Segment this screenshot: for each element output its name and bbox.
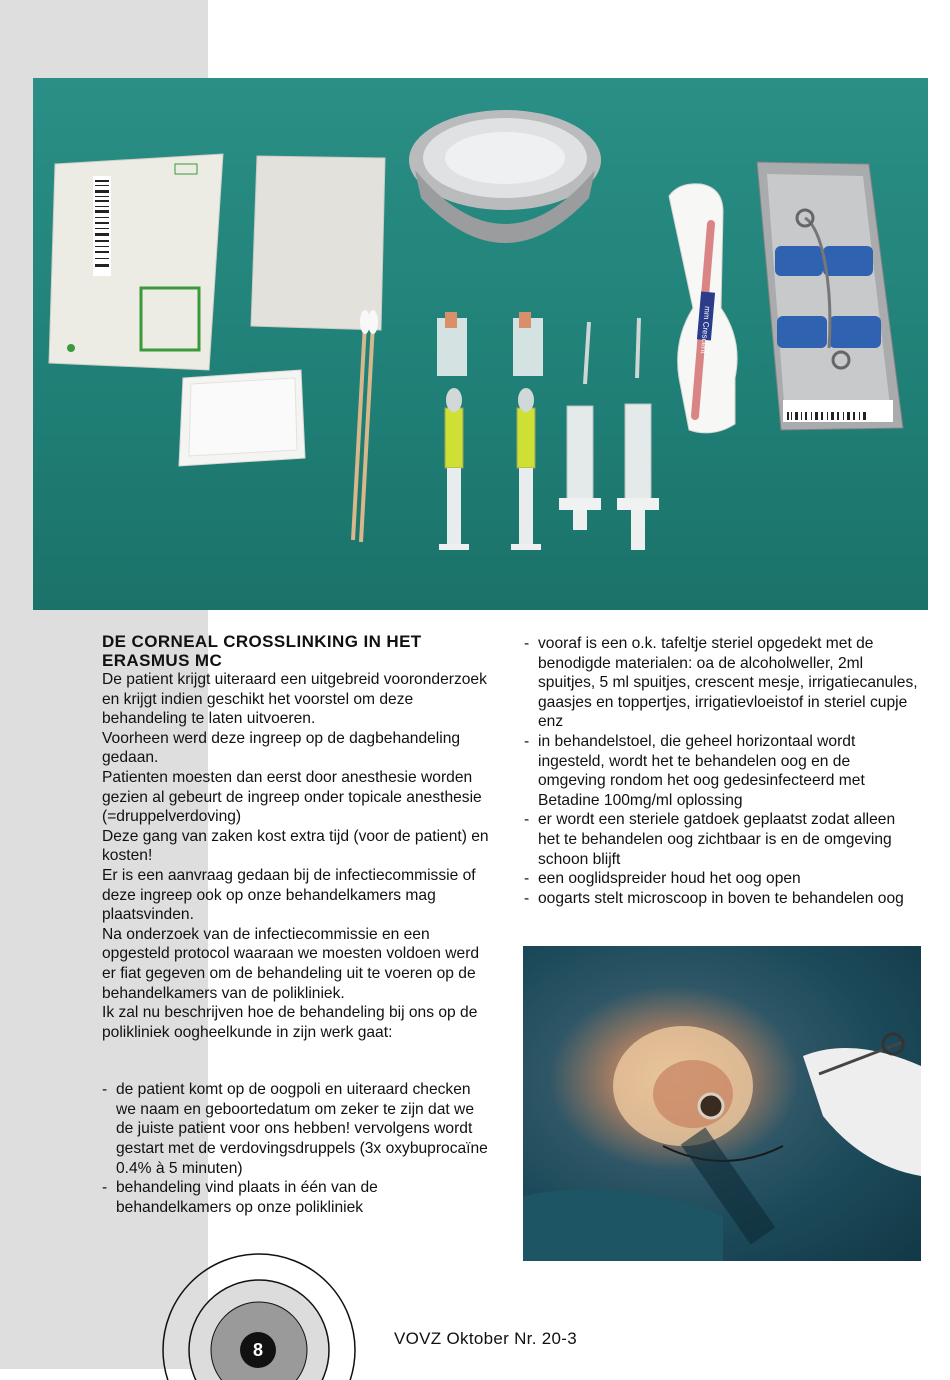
list-item: - in behandelstoel, die geheel horizontaal wordt ingesteld, wordt het te behandelen oog en de omgeving rondom het oog gedesinfecteerd met Betadine 100mg/ml oplossing <box>524 732 920 810</box>
paragraph: Voorheen werd deze ingreep op de dagbehandeling gedaan. <box>102 729 461 767</box>
list-item: - vooraf is een o.k. tafeltje steriel opgedekt met de benodigde materialen: oa de alcoholweller, 2ml spuitjes, 5 ml spuitjes, crescent mesje, irrigatiecanules, gaasjes en toppertjes, irrigatievloeistof in steriel cupje enz <box>524 634 920 732</box>
steel-bowl <box>409 110 601 243</box>
list-item: - behandeling vind plaats in één van de behandelkamers op onze polikliniek <box>102 1178 494 1217</box>
crescent-label: mm Crescent <box>698 305 712 354</box>
sterile-package <box>49 154 223 370</box>
top-margin <box>208 0 950 78</box>
instrument-tray-photo <box>33 78 928 610</box>
article-left-column <box>102 632 494 1217</box>
paragraph: Na onderzoek van de infectiecommissie en een opgesteld protocol waaraan we moesten voldoen werd er fiat gegeven om de behandeling uit te voeren op de behandelkamers van de polikliniek. <box>102 925 480 1002</box>
list-item: - de patient komt op de oogpoli en uiteraard checken we naam en geboortedatum om zeker te zijn dat we de juiste patient voor ons hebben! vervolgens wordt gestart met de verdovingsdruppels (3x oxybuprocaïne 0.4% à 5 minuten) <box>102 1080 494 1178</box>
list-item: - oogarts stelt microscoop in boven te behandelen oog <box>524 889 920 909</box>
clear-syringes <box>559 404 659 550</box>
paragraph: De patient krijgt uiteraard een uitgebreid vooronderzoek en krijgt indien geschikt het voorstel om deze behandeling te laten uitvoeren. <box>102 671 487 728</box>
eye-procedure-photo <box>523 946 921 1261</box>
list-item: - een ooglidspreider houd het oog open <box>524 869 920 889</box>
list-item: - er wordt een steriele gatdoek geplaatst zodat alleen het te behandelen oog zichtbaar is en de omgeving schoon blijft <box>524 810 920 869</box>
page-number: 8 <box>240 1332 276 1368</box>
lid-speculum-tray <box>757 162 903 430</box>
paragraph: Patienten moesten dan eerst door anesthesie worden gezien al gebeurt de ingreep onder topicale anesthesie (=druppelverdoving) <box>102 768 482 826</box>
article-right-column <box>524 634 920 908</box>
yellow-syringes <box>439 388 541 550</box>
paper-sheet <box>251 156 385 330</box>
magazine-issue: VOVZ Oktober Nr. 20-3 <box>394 1329 577 1348</box>
spacer <box>102 1042 494 1080</box>
paragraph: Ik zal nu beschrijven hoe de behandeling bij ons op de polikliniek oogheelkunde in zijn werk gaat: <box>102 1004 478 1041</box>
procedure-list-left <box>102 1080 494 1217</box>
paragraph: Er is een aanvraag gedaan bij de infectiecommissie of deze ingreep ook op onze behandelkamers mag plaatsvinden. <box>102 866 476 924</box>
article-heading: DE CORNEAL CROSSLINKING IN HET ERASMUS MC <box>102 632 422 670</box>
paragraph: Deze gang van zaken kost extra tijd (voor de patient) en kosten! <box>102 827 489 865</box>
cotton-swabs <box>353 310 378 542</box>
gauze-pads <box>179 370 305 466</box>
procedure-list-right <box>524 634 920 908</box>
canule-packs <box>437 312 639 384</box>
